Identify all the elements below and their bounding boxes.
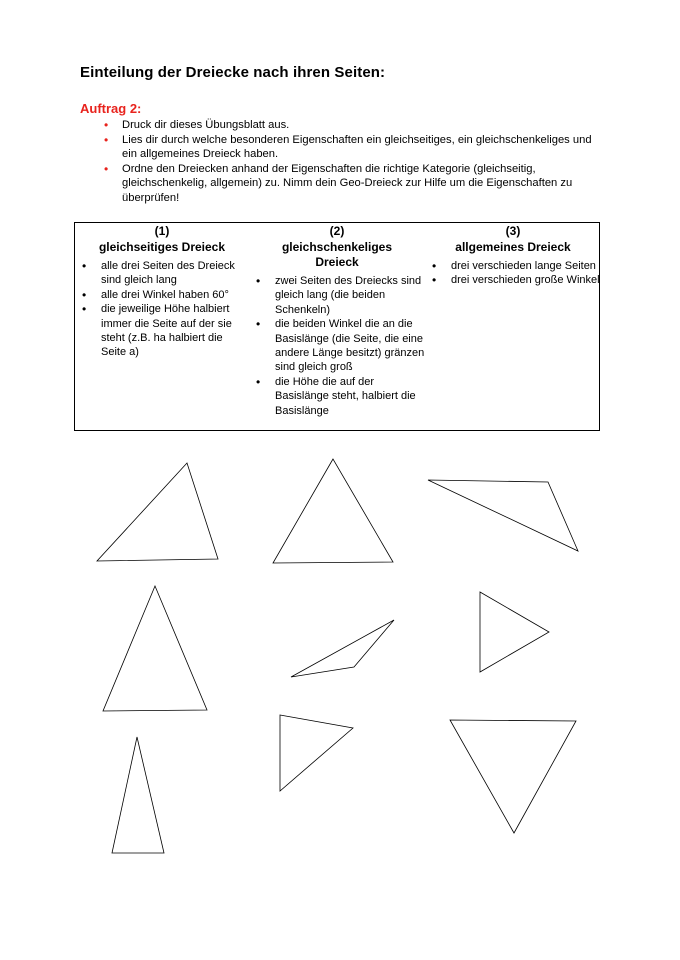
page-title: Einteilung der Dreiecke nach ihren Seiten: [80, 64, 386, 81]
column-number: (3) [505, 224, 521, 238]
triangle-shape [480, 592, 549, 672]
column-heading: gleichseitiges Dreieck [98, 240, 226, 254]
column-heading: allgemeines Dreieck [455, 240, 571, 254]
triangle-shape [97, 463, 218, 561]
task-heading: Auftrag 2: [80, 101, 142, 116]
triangle-shape [428, 480, 578, 551]
property-item: • alle drei Winkel haben 60° [75, 288, 249, 302]
column-number: (2) [329, 224, 345, 238]
property-item: • zwei Seiten des Dreiecks sind gleich lang (die beiden Schenkeln) [249, 274, 425, 317]
task-item: • Ordne den Dreiecken anhand der Eigenschaften die richtige Kategorie (gleichseitig, gleichschenkelig, allgemein) zu. Nimm dein Geo-Dreieck zur Hilfe um die Eigenschaften zu überprüfen! [104, 162, 604, 206]
property-item: • die beiden Winkel die an die Basislänge (die Seite, die eine andere Länge besitzt) gränzen sind gleich groß [249, 317, 425, 375]
triangle-shape [450, 720, 576, 833]
triangle-shape [112, 737, 164, 853]
column-heading: gleichschenkeliges Dreieck [281, 240, 393, 269]
triangle-shape [273, 459, 393, 563]
property-item: • die jeweilige Höhe halbiert immer die Seite auf der sie steht (z.B. ha halbiert die Seite a) [75, 302, 249, 360]
property-item: • alle drei Seiten des Dreieck sind gleich lang [75, 259, 249, 288]
property-item: • drei verschieden lange Seiten [425, 259, 601, 273]
triangle-shape [280, 715, 353, 791]
property-item: • die Höhe die auf der Basislänge steht, halbiert die Basislänge [249, 375, 425, 418]
triangle-shape [291, 620, 394, 677]
task-item: • Lies dir durch welche besonderen Eigenschaften ein gleichseitiges, ein gleichschenkeliges und ein allgemeines Dreieck haben. [104, 133, 604, 162]
triangle-shape [103, 586, 207, 711]
task-item: • Druck dir dieses Übungsblatt aus. [104, 118, 604, 133]
column-number: (1) [154, 224, 170, 238]
property-item: • drei verschieden große Winkel [425, 273, 601, 287]
